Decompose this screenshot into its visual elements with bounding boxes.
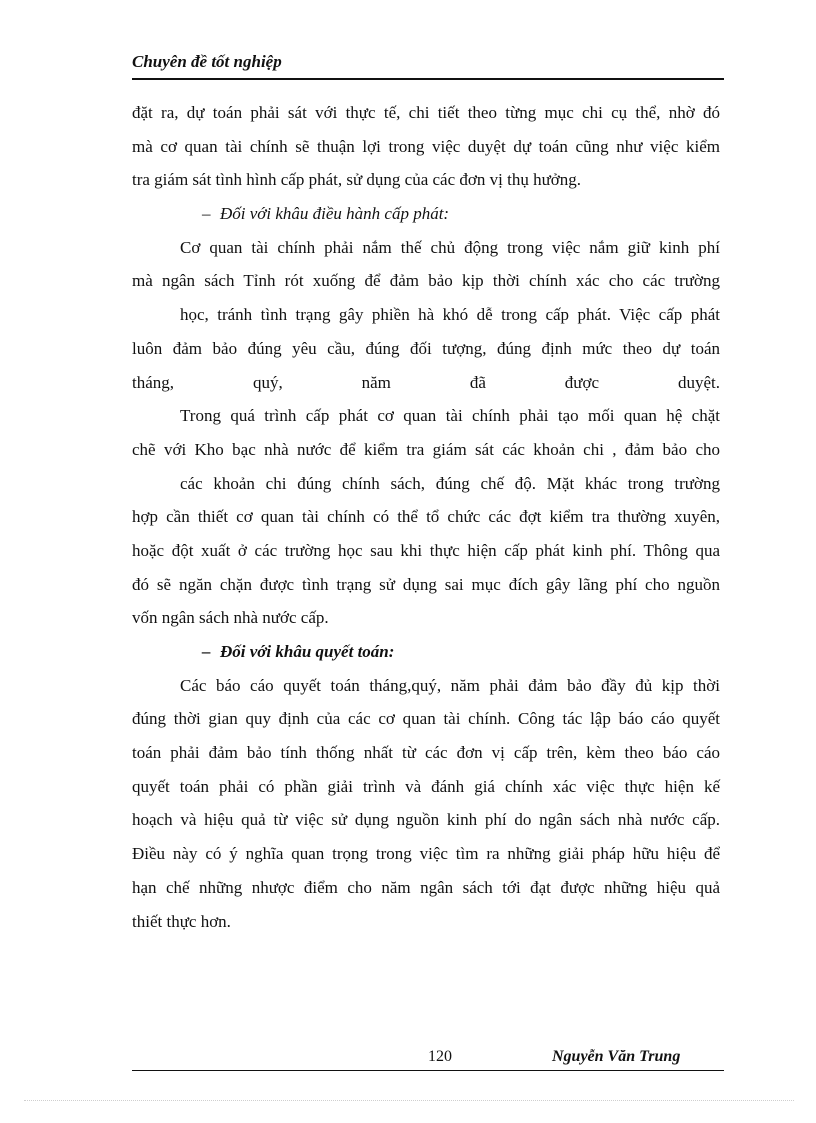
paragraph-line: Cơ quan tài chính phải nắm thế chủ động trong việc nắm giữ kinh phí xyxy=(180,237,720,257)
paragraph-line: Trong quá trình cấp phát cơ quan tài chính phải tạo mối quan hệ chặt xyxy=(180,406,720,426)
header-title: Chuyên đề tốt nghiệp xyxy=(132,52,282,71)
paragraph-line: hoạch và hiệu quả từ việc sử dụng nguồn kinh phí do ngân sách nhà nước cấp. xyxy=(132,810,720,830)
paragraph-line: học, tránh tình trạng gây phiền hà khó dễ trong cấp phát. Việc cấp phát xyxy=(180,305,720,325)
paragraph-line: đúng thời gian quy định của các cơ quan tài chính. Công tác lập báo cáo quyết xyxy=(132,709,720,729)
section-heading-disbursement xyxy=(132,197,720,231)
paragraph-line: thiết thực hơn. xyxy=(132,911,231,931)
paragraph-line: toán phải đảm bảo tính thống nhất từ các đơn vị cấp trên, kèm theo báo cáo xyxy=(132,743,720,763)
page-bottom-divider xyxy=(24,1100,794,1101)
paragraph-line: tra giám sát tình hình cấp phát, sử dụng của các đơn vị thụ hưởng. xyxy=(132,170,582,190)
paragraph-line: tháng, quý, năm đã được duyệt. xyxy=(132,372,720,392)
bullet-dash: – xyxy=(202,204,211,224)
section-heading-settlement xyxy=(132,635,720,669)
paragraph-line: hợp cần thiết cơ quan tài chính có thể tổ chức các đợt kiểm tra thường xuyên, xyxy=(132,507,720,527)
body-text xyxy=(132,96,720,938)
paragraph-line: mà cơ quan tài chính sẽ thuận lợi trong việc duyệt dự toán cũng như việc kiểm xyxy=(132,136,720,156)
paragraph-line: hạn chế những nhược điểm cho năm ngân sách tới đạt được những hiệu quả xyxy=(132,877,720,897)
page-header xyxy=(132,52,724,80)
paragraph-line: quyết toán phải có phần giải trình và đánh giá chính xác việc thực hiện kế xyxy=(132,776,720,796)
paragraph-line: các khoản chi đúng chính sách, đúng chế độ. Mặt khác trong trường xyxy=(180,473,720,493)
section-heading-text: Đối với khâu quyết toán: xyxy=(220,642,395,661)
paragraph-line: đặt ra, dự toán phải sát với thực tế, chi tiết theo từng mục chi cụ thể, nhờ đó xyxy=(132,103,720,122)
paragraph-line: vốn ngân sách nhà nước cấp. xyxy=(132,608,329,628)
paragraph-line: chẽ với Kho bạc nhà nước để kiểm tra giám sát các khoản chi , đảm bảo cho xyxy=(132,439,720,459)
paragraph-line: Điều này có ý nghĩa quan trọng trong việc tìm ra những giải pháp hữu hiệu để xyxy=(132,844,720,864)
paragraph-line: mà ngân sách Tỉnh rót xuống để đảm bảo kịp thời chính xác cho các trường xyxy=(132,271,720,291)
section-heading-text: Đối với khâu điều hành cấp phát: xyxy=(220,204,450,224)
bullet-dash: – xyxy=(202,642,211,661)
author-name: Nguyễn Văn Trung xyxy=(552,1048,681,1065)
page-number: 120 xyxy=(428,1048,452,1065)
paragraph-line: luôn đảm bảo đúng yêu cầu, đúng đối tượng, đúng định mức theo dự toán xyxy=(132,338,720,358)
paragraph-line: Các báo cáo quyết toán tháng,quý, năm phải đảm bảo đầy đủ kịp thời xyxy=(180,675,720,695)
paragraph-line: hoặc đột xuất ở các trường học sau khi thực hiện cấp phát kinh phí. Thông qua xyxy=(132,540,720,560)
page-footer xyxy=(132,1048,724,1071)
paragraph-line: đó sẽ ngăn chặn được tình trạng sử dụng sai mục đích gây lãng phí cho nguồn xyxy=(132,574,720,594)
